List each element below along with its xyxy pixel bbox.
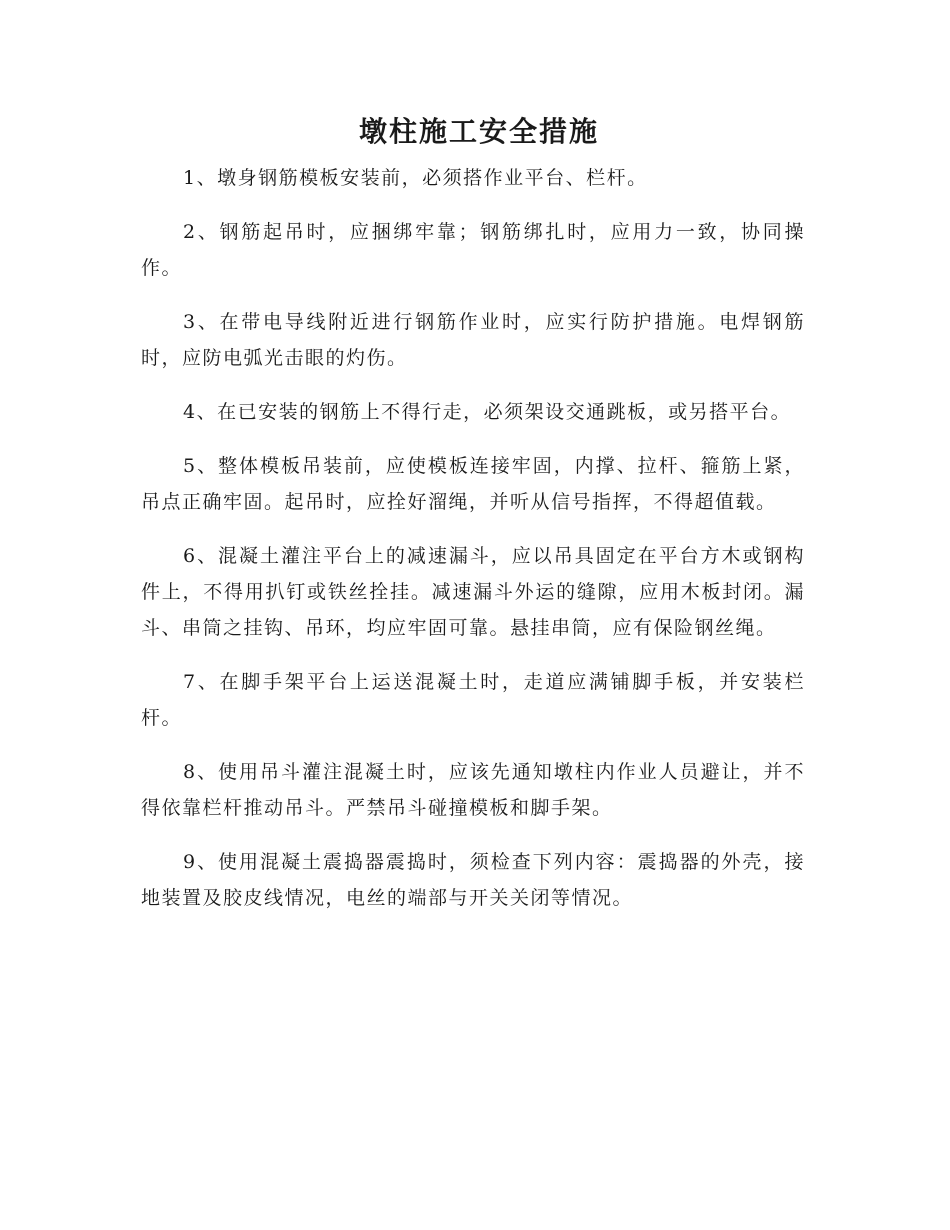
paragraph-6: 6、混凝土灌注平台上的减速漏斗，应以吊具固定在平台方木或钢构件上，不得用扒钉或铁丝拴挂。减速漏斗外运的缝隙，应用木板封闭。漏斗、串筒之挂钩、吊环，均应牢固可靠。悬挂串筒，应有保险钢丝绳。	[141, 545, 805, 639]
document-page	[141, 110, 805, 934]
paragraph-1: 1、墩身钢筋模板安装前，必须搭作业平台、栏杆。	[183, 167, 648, 189]
paragraph-3: 3、在带电导线附近进行钢筋作业时，应实行防护措施。电焊钢筋时，应防电弧光击眼的灼伤。	[141, 311, 805, 369]
paragraph-8: 8、使用吊斗灌注混凝土时，应该先通知墩柱内作业人员避让，并不得依靠栏杆推动吊斗。严禁吊斗碰撞模板和脚手架。	[141, 761, 805, 819]
paragraph-7: 7、在脚手架平台上运送混凝土时，走道应满铺脚手板，并安装栏杆。	[141, 671, 805, 729]
paragraph-9: 9、使用混凝土震捣器震捣时，须检查下列内容：震捣器的外壳，接地装置及胶皮线情况，电丝的端部与开关关闭等情况。	[141, 851, 805, 909]
paragraph-2: 2、钢筋起吊时，应捆绑牢靠；钢筋绑扎时，应用力一致，协同操作。	[141, 221, 805, 279]
document-title: 墩柱施工安全措施	[358, 115, 599, 148]
paragraph-4: 4、在已安装的钢筋上不得行走，必须架设交通跳板，或另搭平台。	[183, 401, 792, 423]
paragraph-5: 5、整体模板吊装前，应使模板连接牢固，内撑、拉杆、箍筋上紧，吊点正确牢固。起吊时，应拴好溜绳，并听从信号指挥，不得超值载。	[141, 455, 805, 513]
